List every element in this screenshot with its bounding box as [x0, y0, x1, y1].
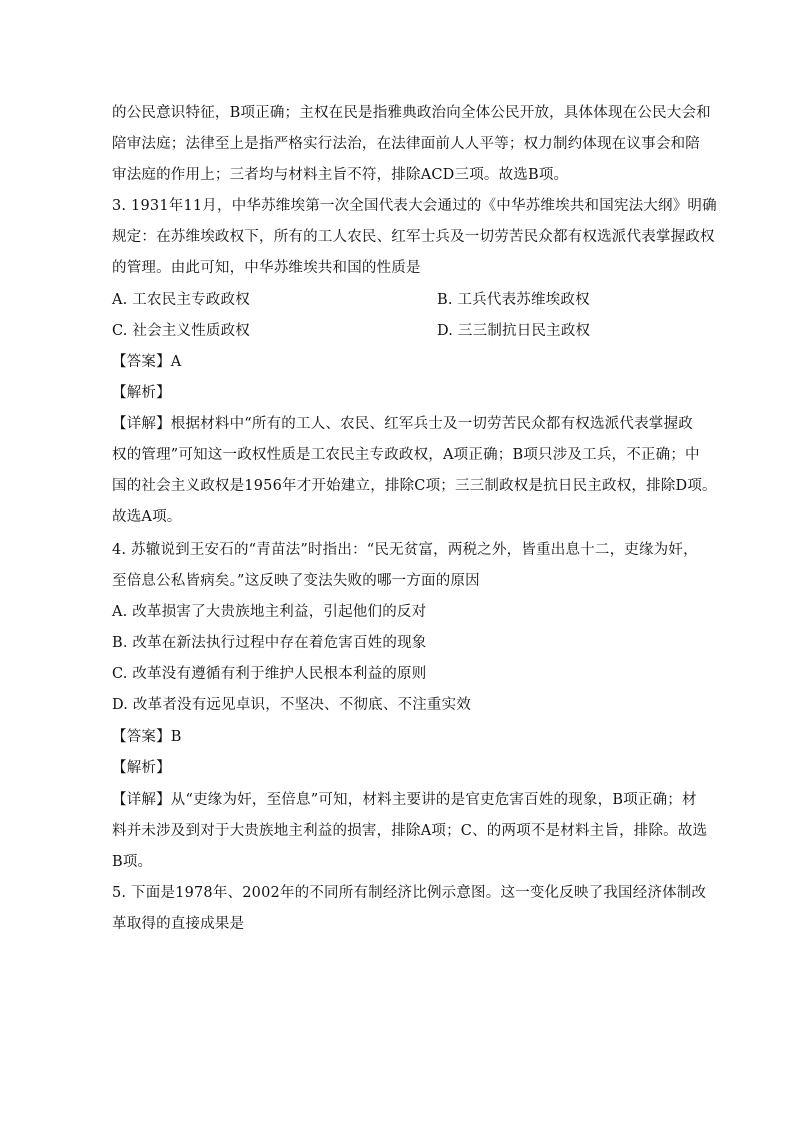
q5-stem-line-2: 革取得的直接成果是 [112, 916, 245, 932]
q4-analysis-heading: 【解析】 [112, 760, 171, 776]
q4-stem-line-2: 至倍息公私皆病矣。”这反映了变法失败的哪一方面的原因 [112, 573, 480, 589]
q2-analysis-line-3: 审法庭的作用上；三者均与材料主旨不符，排除ACD三项。故选B项。 [112, 167, 569, 183]
q2-analysis-line-1: 的公民意识特征，B项正确；主权在民是指雅典政治向全体公民开放，具体体现在公民大会和 [112, 105, 711, 121]
q3-stem-line-1: 3. 1931年11月，中华苏维埃第一次全国代表大会通过的《中华苏维埃共和国宪法大纲》明确 [112, 198, 717, 214]
q4-analysis-line-3: B项。 [112, 854, 153, 870]
q4-analysis-line-1: 【详解】从“吏缘为奸，至倍息”可知，材料主要讲的是官吏危害百姓的现象，B项正确；材 [112, 792, 697, 808]
q3-analysis-line-3: 国的社会主义政权是1956年才开始建立，排除C项；三三制政权是抗日民主政权，排除D项。 [112, 478, 717, 494]
q4-analysis-line-2: 料并未涉及到对于大贵族地主利益的损害，排除A项；C、的两项不是材料主旨，排除。故选 [112, 823, 708, 839]
q4-option-d: D. 改革者没有远见卓识，不坚决、不彻底、不注重实效 [112, 697, 472, 713]
q4-option-a: A. 改革损害了大贵族地主利益，引起他们的反对 [112, 604, 427, 620]
q4-option-b: B. 改革在新法执行过程中存在着危害百姓的现象 [112, 635, 427, 651]
q3-option-a: A. 工农民主专政政权 [112, 292, 250, 308]
q3-analysis-heading: 【解析】 [112, 385, 171, 401]
q4-option-c: C. 改革没有遵循有利于维护人民根本利益的原则 [112, 666, 427, 682]
q4-answer: 【答案】B [112, 729, 182, 745]
q2-analysis-line-2: 陪审法庭；法律至上是指严格实行法治，在法律面前人人平等；权力制约体现在议事会和陪 [112, 136, 700, 152]
q3-answer: 【答案】A [112, 354, 182, 370]
q3-analysis-line-1: 【详解】根据材料中“所有的工人、农民、红军兵士及一切劳苦民众都有权选派代表掌握政 [112, 416, 693, 432]
q3-option-c: C. 社会主义性质政权 [112, 323, 250, 339]
q3-option-b: B. 工兵代表苏维埃政权 [437, 292, 590, 308]
q3-stem-line-3: 的管理。由此可知，中华苏维埃共和国的性质是 [112, 260, 421, 276]
q5-stem-line-1: 5. 下面是1978年、2002年的不同所有制经济比例示意图。这一变化反映了我国经济体制改 [112, 885, 707, 901]
q3-analysis-line-4: 故选A项。 [112, 509, 182, 525]
q3-option-d: D. 三三制抗日民主政权 [437, 323, 591, 339]
q3-stem-line-2: 规定：在苏维埃政权下，所有的工人农民、红军士兵及一切劳苦民众都有权选派代表掌握政权 [112, 229, 715, 245]
q3-analysis-line-2: 权的管理”可知这一政权性质是工农民主专政政权，A项正确；B项只涉及工兵，不正确；中 [112, 447, 700, 463]
q4-stem-line-1: 4. 苏辙说到王安石的“青苗法”时指出：“民无贫富，两税之外，皆重出息十二，吏缘为奸， [112, 542, 698, 558]
